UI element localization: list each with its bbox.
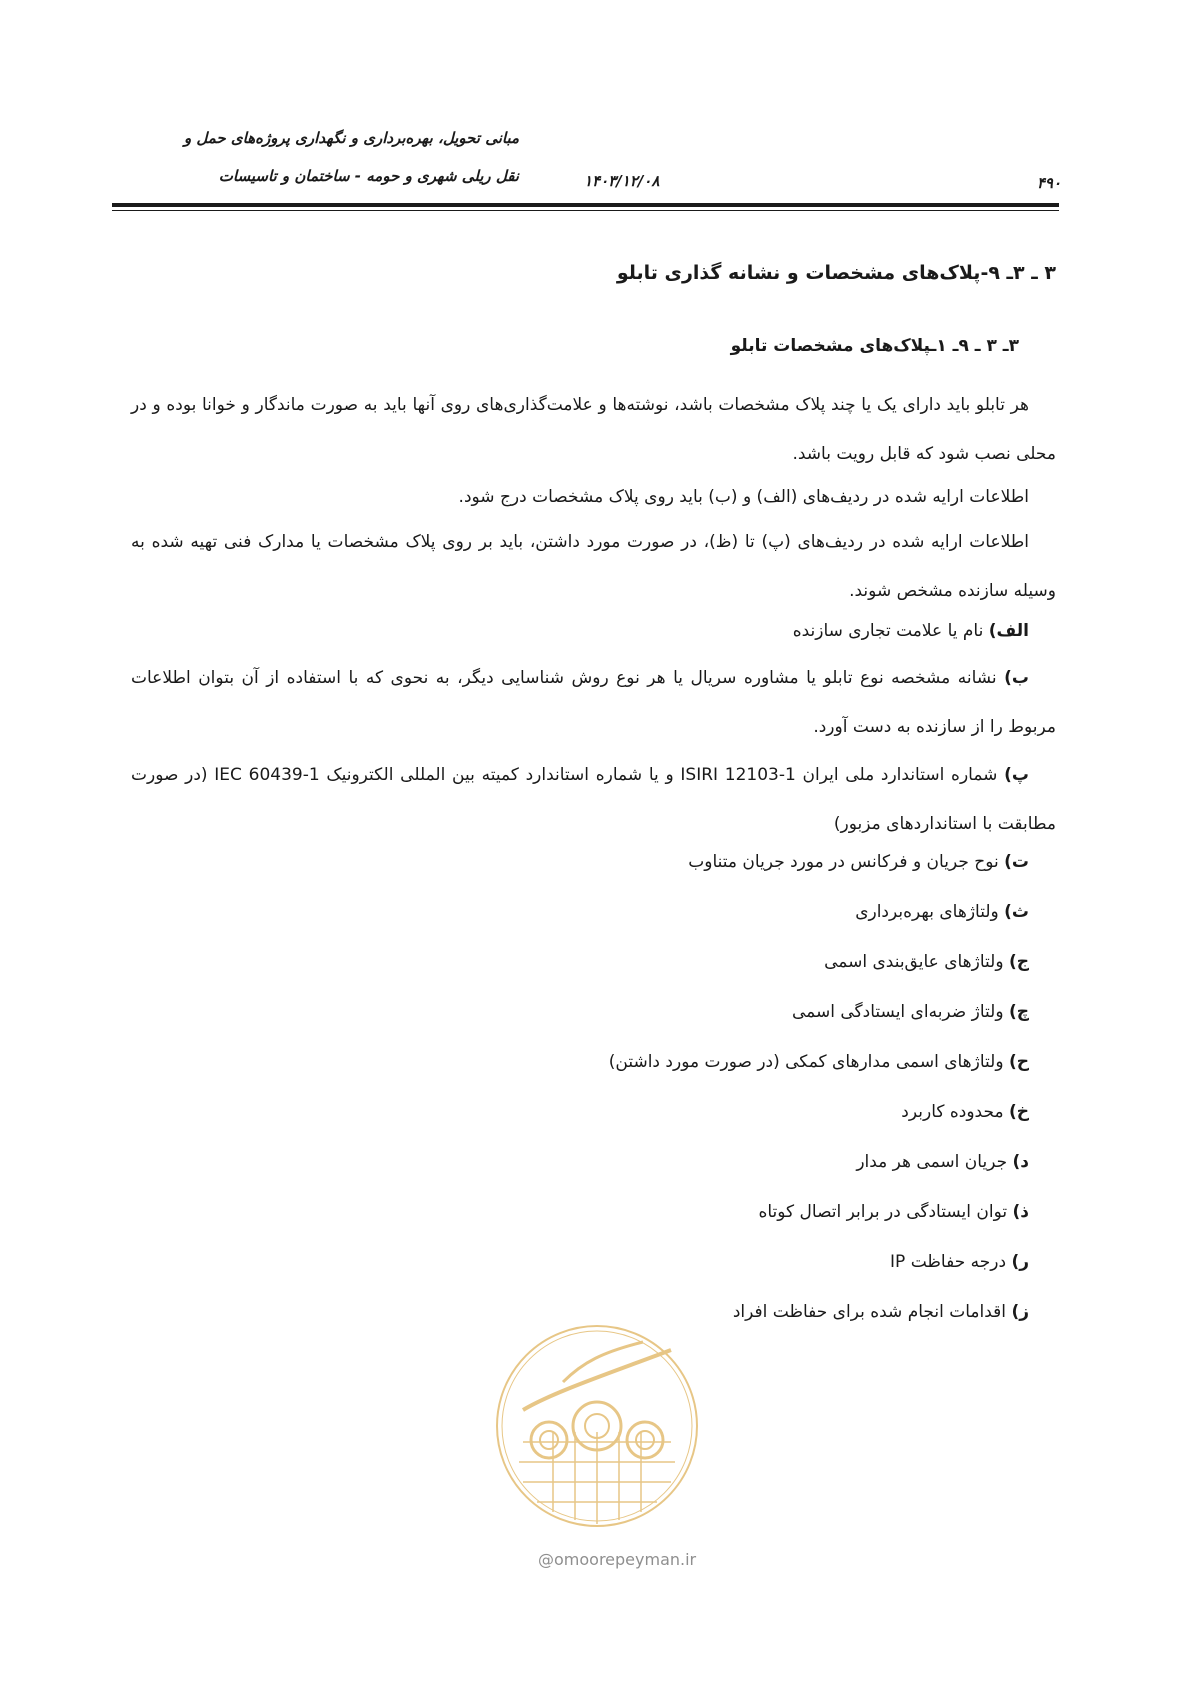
list-item-letter: الف) [988,621,1029,641]
list-item-zal [758,1202,1029,1222]
header-title-line1: مبانی تحویل، بهره‌برداری و نگهداری پروژه‌های حمل و [183,129,519,147]
list-item-letter: ز) [1011,1302,1029,1322]
list-item-letter: ت) [1004,852,1029,872]
at-icon: @ [538,1550,554,1569]
list-item-jim [824,952,1029,972]
list-item-ze [733,1302,1029,1322]
list-item-se [855,902,1029,922]
list-item-letter: ذ) [1012,1202,1029,1222]
paragraph-1: هر تابلو باید دارای یک یا چند پلاک مشخصات باشد، نوشته‌ها و علامت‌گذاری‌های روی آنها باید به صورت ماندگار و خوانا بوده و در محلی نصب شود که قابل رویت باشد. [131,395,1056,464]
list-item-text: محدوده کاربرد [901,1102,1004,1122]
standard-iec: IEC 60439-1 [214,765,320,785]
list-item-text: نوح جریان و فرکانس در مورد جریان متناوب [688,852,999,872]
list-item-alef [793,621,1029,641]
list-item-che [792,1002,1029,1022]
section-title: ۳ ـ ۳ـ ۹-پلاک‌های مشخصات و نشانه گذاری تابلو [616,262,1056,284]
list-item-dal [856,1152,1029,1172]
list-item-letter: ث) [1004,902,1029,922]
list-item-text: اقدامات انجام شده برای حفاظت افراد [732,1302,1007,1322]
list-item-text: ولتاژهای بهره‌برداری [855,902,999,922]
list-item-letter: ر) [1011,1252,1029,1272]
list-item-text: ولتاژهای عایق‌بندی اسمی [824,952,1004,972]
list-item-khe [901,1102,1029,1122]
list-item-be [131,654,1056,752]
list-item-text-b: و یا شماره استاندارد کمیته بین المللی الکترونیک [326,765,674,785]
header-rule-thick [112,203,1059,207]
list-item-text-c: (در صورت مطابقت با استانداردهای مزبور) [131,765,1056,834]
list-item-he [609,1052,1029,1072]
list-item-text: نام یا علامت تجاری سازنده [792,621,984,641]
list-item-letter: خ) [1008,1102,1029,1122]
watermark-url: @omoorepeyman.ir [538,1550,697,1569]
subsection-title: ۳ـ ۳ ـ ۹ـ ۱ـپلاک‌های مشخصات تابلو [730,336,1019,356]
list-item-text: نشانه مشخصه نوع تابلو یا مشاوره سریال یا هر نوع روش شناسایی دیگر، به نحوی که با استفاده از آن بتوان اطلاعات مربوط را از سازنده به دست آورد. [131,668,1056,737]
list-item-letter: د) [1012,1152,1029,1172]
list-item-text: جریان اسمی هر مدار [856,1152,1008,1172]
list-item-letter: پ) [1004,765,1029,785]
list-item-text: درجه حفاظت IP [890,1252,1007,1272]
list-item-letter: ب) [1004,668,1029,688]
list-item-te [688,852,1029,872]
list-item-letter: ج) [1008,952,1029,972]
header-date: ۱۴۰۳/۱۲/۰۸ [584,172,660,190]
page-number: ۴۹۰ [1036,174,1061,192]
watermark-logo [493,1322,701,1530]
standard-isiri: ISIRI 12103-1 [680,765,796,785]
list-item-re [890,1252,1029,1272]
list-item-text: توان ایستادگی در برابر اتصال کوتاه [758,1202,1008,1222]
list-item-text-a: شماره استاندارد ملی ایران [802,765,998,785]
header-title-line2: نقل ریلی شهری و حومه - ساختمان و تاسیسات [218,167,519,185]
list-item-pe [131,751,1056,849]
list-item-text: ولتاژ ضربه‌ای ایستادگی اسمی [792,1002,1004,1022]
list-item-text: ولتاژهای اسمی مدارهای کمکی (در صورت مورد داشتن) [608,1052,1004,1072]
paragraph-2: اطلاعات ارایه شده در ردیف‌های (الف) و (ب) باید روی پلاک مشخصات درج شود. [458,487,1029,507]
list-item-letter: ح) [1008,1052,1029,1072]
paragraph-3: اطلاعات ارایه شده در ردیف‌های (پ) تا (ظ)، در صورت مورد داشتن، باید بر روی پلاک مشخصات یا مدارک فنی تهیه شده به وسیله سازنده مشخص شوند. [131,532,1056,601]
header-rule-thin [112,210,1059,211]
list-item-letter: چ) [1008,1002,1029,1022]
